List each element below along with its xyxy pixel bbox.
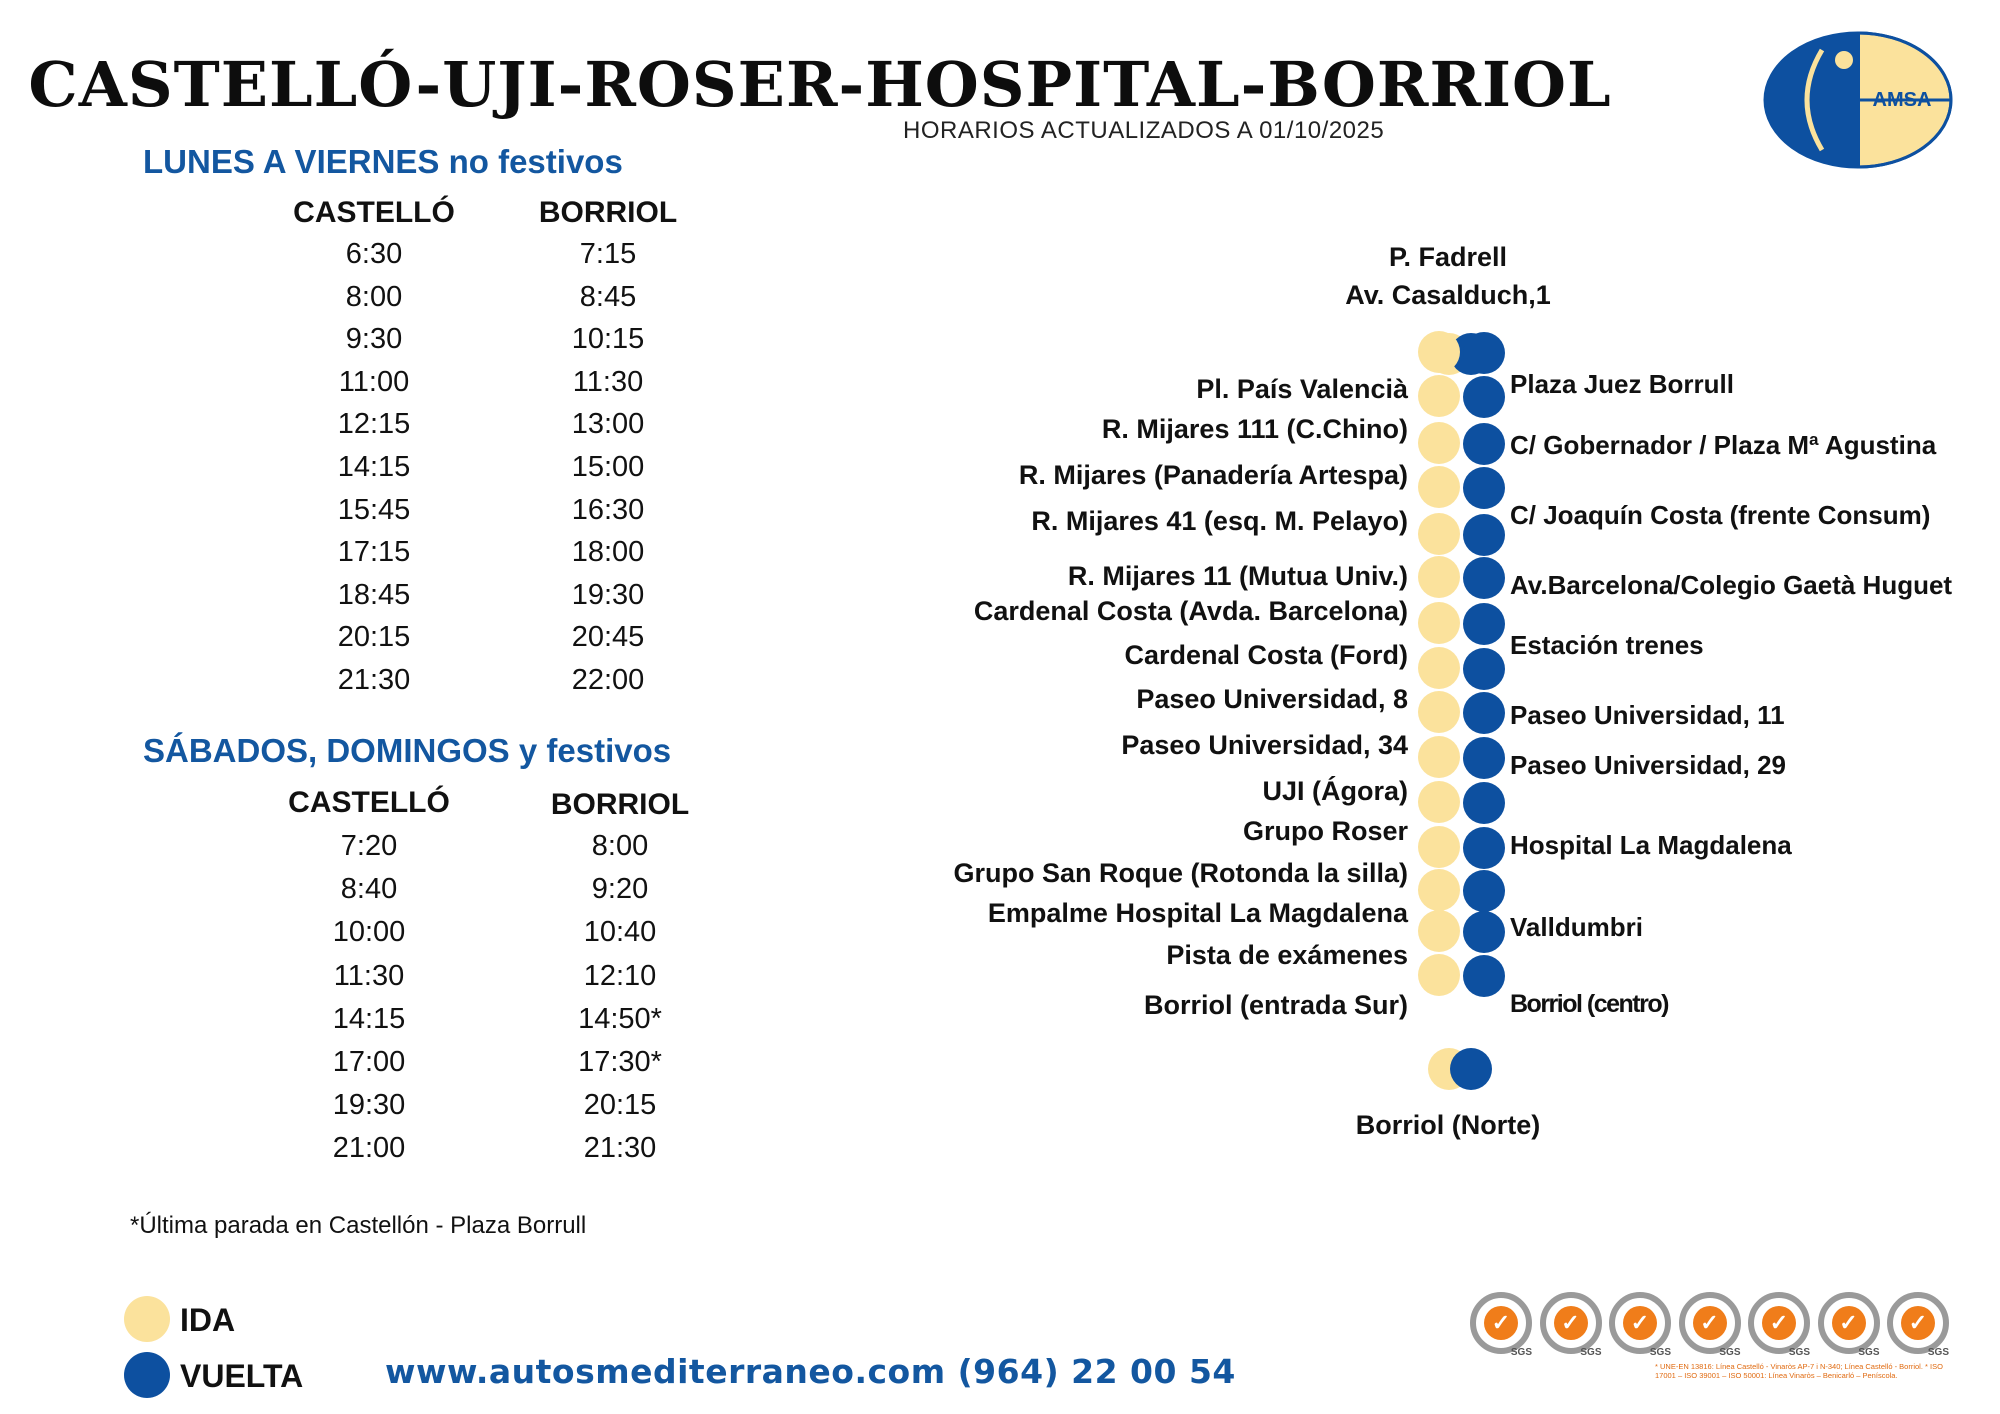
- certification-badge-icon: [1748, 1292, 1810, 1358]
- footnote: *Última parada en Castellón - Plaza Borrull: [130, 1212, 587, 1239]
- vuelta-dot: [1463, 557, 1505, 599]
- ida-dot: [1418, 556, 1460, 598]
- ida-stop-label: Grupo Roser: [1242, 816, 1408, 846]
- certification-badge-icon: [1887, 1292, 1949, 1358]
- weekday-borriol-time: 7:15: [579, 238, 637, 270]
- vuelta-stop-label: Estación trenes: [1510, 630, 1704, 660]
- weekday-borriol-time: 10:15: [571, 323, 645, 356]
- logo-text: AMSA: [1872, 89, 1932, 111]
- weekend-castello-time: 8:40: [340, 873, 398, 906]
- ida-dot: [1418, 647, 1460, 689]
- vuelta-stop-label: C/ Gobernador / Plaza Mª Agustina: [1510, 430, 1937, 460]
- weekday-col-borriol: BORRIOL: [538, 196, 678, 229]
- weekend-castello-time: 19:30: [332, 1089, 406, 1122]
- vuelta-stop-label: Hospital La Magdalena: [1510, 830, 1792, 860]
- vuelta-dot: [1463, 911, 1505, 953]
- ida-stop-label: R. Mijares 11 (Mutua Univ.): [1067, 561, 1408, 591]
- vuelta-dot: [1463, 603, 1505, 645]
- ida-stop-label: Cardenal Costa (Ford): [1124, 640, 1408, 670]
- ida-dot: [1418, 513, 1460, 555]
- legend-ida-dot: [124, 1296, 170, 1342]
- weekday-castello-time: 14:15: [337, 451, 411, 483]
- ida-stop-label: UJI (Ágora): [1262, 776, 1408, 806]
- weekday-castello-time: 6:30: [345, 238, 403, 270]
- weekend-castello-time: 7:20: [340, 830, 398, 862]
- weekend-col-castello: CASTELLÓ: [288, 786, 450, 819]
- weekday-borriol-time: 18:00: [571, 536, 645, 569]
- weekday-borriol-time: 20:45: [571, 621, 645, 654]
- sgs-label: SGS: [1580, 1347, 1602, 1358]
- amsa-logo: [1762, 30, 1954, 170]
- certification-badge-icon: [1470, 1292, 1532, 1358]
- check-icon: ✓: [1623, 1306, 1657, 1340]
- weekend-borriol-time: 9:20: [591, 873, 649, 906]
- page-title: CASTELLÓ-UJI-ROSER-HOSPITAL-BORRIOL: [28, 48, 1612, 121]
- contact-info[interactable]: www.autosmediterraneo.com (964) 22 00 54: [385, 1352, 1236, 1391]
- vuelta-dot: [1463, 870, 1505, 912]
- weekend-borriol-time: 21:30: [583, 1132, 657, 1165]
- vuelta-dot: [1463, 827, 1505, 869]
- ida-dot: [1418, 602, 1460, 644]
- weekday-borriol-time: 11:30: [572, 365, 644, 398]
- weekday-borriol-time: 13:00: [571, 408, 645, 441]
- weekday-borriol-time: 19:30: [571, 578, 645, 611]
- check-icon: ✓: [1693, 1306, 1727, 1340]
- vuelta-stop-label: Plaza Juez Borrull: [1510, 369, 1734, 399]
- ida-dot: [1418, 331, 1460, 373]
- vuelta-dot: [1463, 423, 1505, 465]
- vuelta-dot: [1463, 648, 1505, 690]
- weekday-borriol-time: 22:00: [571, 664, 645, 696]
- sgs-label: SGS: [1788, 1347, 1810, 1358]
- weekend-castello-time: 21:00: [332, 1132, 406, 1165]
- vuelta-stop-label: Av.Barcelona/Colegio Gaetà Huguet: [1510, 570, 1953, 600]
- vuelta-dot: [1463, 332, 1505, 374]
- legend-vuelta-label: VUELTA: [180, 1358, 304, 1394]
- check-icon: ✓: [1554, 1306, 1588, 1340]
- route-top-stop-2: Av. Casalduch,1: [1345, 280, 1551, 310]
- weekday-castello-time: 12:15: [337, 408, 411, 441]
- route-top-stop-1: P. Fadrell: [1388, 242, 1508, 272]
- weekday-castello-time: 8:00: [345, 280, 403, 313]
- ida-stop-label: Empalme Hospital La Magdalena: [987, 898, 1408, 928]
- ida-dot: [1418, 869, 1460, 911]
- vuelta-dot: [1463, 955, 1505, 997]
- sgs-label: SGS: [1719, 1347, 1741, 1358]
- legend-vuelta-dot: [124, 1352, 170, 1398]
- weekend-col-borriol: BORRIOL: [550, 788, 690, 821]
- check-icon: ✓: [1901, 1306, 1935, 1340]
- certification-text: * UNE-EN 13816: Línea Castelló - Vinaròs AP-7 i N-340; Línea Castelló - Borriol. * ISO 17001 – ISO 39001 – ISO 50001: Línea Vinaròs – Benicarló – Peníscola.: [1655, 1362, 1943, 1380]
- certification-badge-icon: [1609, 1292, 1671, 1358]
- ida-stop-label: Pl. País Valencià: [1196, 374, 1408, 404]
- weekday-castello-time: 18:45: [337, 578, 411, 611]
- vuelta-dot: [1463, 514, 1505, 556]
- weekend-borriol-time: 12:10: [583, 959, 657, 992]
- weekend-borriol-time: 14:50*: [578, 1002, 662, 1035]
- weekday-borriol-time: 16:30: [571, 493, 645, 526]
- weekday-castello-time: 9:30: [345, 323, 403, 356]
- weekday-castello-time: 20:15: [337, 621, 411, 654]
- weekend-castello-time: 11:30: [333, 959, 405, 992]
- ida-dot: [1418, 736, 1460, 778]
- vuelta-stop-label: Paseo Universidad, 29: [1510, 750, 1787, 780]
- ida-dot: [1418, 466, 1460, 508]
- ida-stop-label: Cardenal Costa (Avda. Barcelona): [973, 596, 1408, 626]
- vuelta-stop-label: Valldumbri: [1510, 912, 1643, 942]
- ida-dot: [1418, 826, 1460, 868]
- vuelta-dot: [1463, 376, 1505, 418]
- route-bottom-stop: Borriol (Norte): [1355, 1110, 1541, 1140]
- weekday-borriol-time: 8:45: [579, 280, 637, 313]
- weekend-castello-time: 14:15: [332, 1002, 406, 1035]
- check-icon: ✓: [1484, 1306, 1518, 1340]
- check-icon: ✓: [1832, 1306, 1866, 1340]
- ida-dot: [1418, 375, 1460, 417]
- weekend-borriol-time: 20:15: [583, 1089, 657, 1122]
- vuelta-dot: [1450, 1048, 1492, 1090]
- weekday-borriol-time: 15:00: [571, 451, 645, 483]
- ida-stop-label: R. Mijares (Panadería Artespa): [1018, 460, 1408, 490]
- vuelta-dot: [1463, 737, 1505, 779]
- weekend-castello-time: 17:00: [332, 1046, 406, 1078]
- ida-dot: [1418, 691, 1460, 733]
- vuelta-stop-label: Borriol (centro): [1510, 990, 1668, 1018]
- weekday-col-castello: CASTELLÓ: [293, 196, 455, 229]
- ida-stop-label: Borriol (entrada Sur): [1143, 990, 1408, 1020]
- sgs-label: SGS: [1649, 1347, 1671, 1358]
- weekday-castello-time: 11:00: [338, 365, 410, 398]
- check-icon: ✓: [1762, 1306, 1796, 1340]
- ida-dot: [1418, 422, 1460, 464]
- vuelta-dot: [1463, 692, 1505, 734]
- vuelta-stop-label: C/ Joaquín Costa (frente Consum): [1510, 500, 1931, 530]
- vuelta-dot: [1463, 782, 1505, 824]
- legend-ida-label: IDA: [180, 1302, 236, 1338]
- ida-dot: [1418, 910, 1460, 952]
- weekend-title: SÁBADOS, DOMINGOS y festivos: [143, 732, 672, 769]
- ida-dot: [1418, 781, 1460, 823]
- weekday-castello-time: 17:15: [337, 536, 411, 569]
- weekend-borriol-time: 10:40: [583, 916, 657, 949]
- ida-dot: [1418, 954, 1460, 996]
- ida-stop-label: R. Mijares 41 (esq. M. Pelayo): [1031, 506, 1408, 536]
- certification-badge-icon: [1679, 1292, 1741, 1358]
- vuelta-stop-label: Paseo Universidad, 11: [1510, 700, 1785, 730]
- weekday-castello-time: 15:45: [337, 493, 411, 526]
- ida-stop-label: Paseo Universidad, 8: [1136, 684, 1408, 714]
- updated-date: HORARIOS ACTUALIZADOS A 01/10/2025: [903, 117, 1385, 144]
- ida-stop-label: Pista de exámenes: [1166, 940, 1408, 970]
- weekend-castello-time: 10:00: [332, 916, 406, 949]
- weekday-title: LUNES A VIERNES no festivos: [143, 143, 623, 180]
- certification-badge-icon: [1818, 1292, 1880, 1358]
- weekend-borriol-time: 8:00: [591, 830, 649, 862]
- ida-stop-label: Paseo Universidad, 34: [1121, 730, 1408, 760]
- weekday-castello-time: 21:30: [337, 664, 411, 696]
- sgs-label: SGS: [1510, 1347, 1532, 1358]
- vuelta-dot: [1463, 467, 1505, 509]
- ida-stop-label: R. Mijares 111 (C.Chino): [1101, 414, 1408, 444]
- ida-stop-label: Grupo San Roque (Rotonda la silla): [953, 858, 1408, 888]
- certification-badge-icon: [1540, 1292, 1602, 1358]
- sgs-label: SGS: [1927, 1347, 1949, 1358]
- weekend-borriol-time: 17:30*: [578, 1046, 662, 1078]
- sgs-label: SGS: [1858, 1347, 1880, 1358]
